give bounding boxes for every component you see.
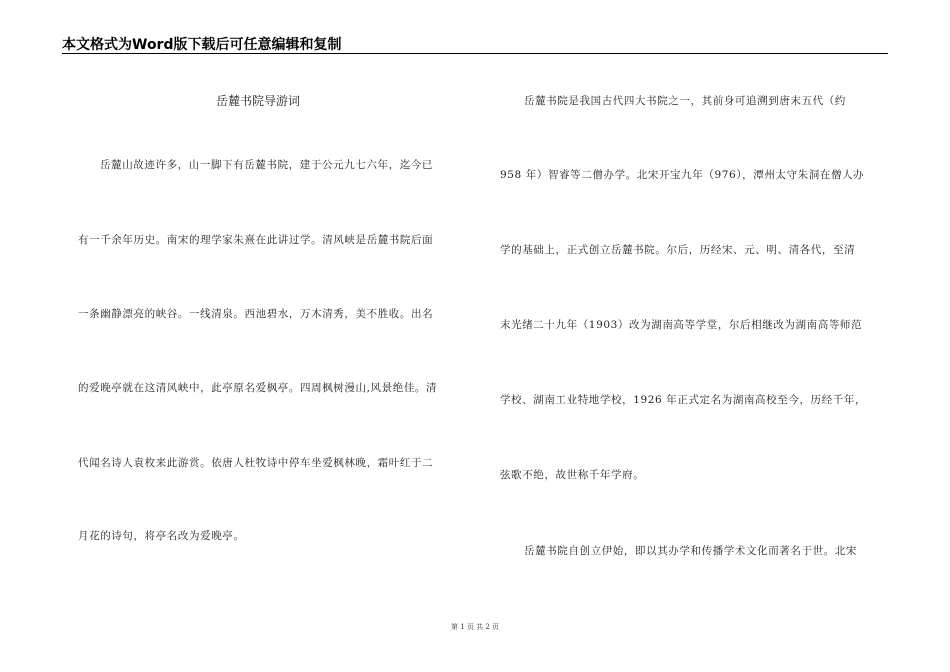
page-number: 第 1 页 共 2 页: [450, 623, 500, 631]
page-header: [62, 34, 888, 54]
paragraph-line: 岳麓书院自创立伊始，即以其办学和传播学术文化而著名于世。北宋: [524, 545, 857, 557]
paragraph-line: 岳麓山故迹许多，山一脚下有岳麓书院，建于公元九七六年，迄今已: [100, 159, 433, 171]
paragraph-line: 弦歌不绝，故世称千年学府。: [500, 469, 645, 481]
paragraph-line: 的爱晚亭就在这清风峡中，此亭原名爱枫亭。四周枫树漫山,风景绝佳。清: [78, 382, 438, 394]
document-title: 岳麓书院导游词: [216, 94, 301, 108]
header-title: 本文格式为Word版下载后可任意编辑和复制: [62, 37, 342, 53]
paragraph-line: 一条幽静漂亮的峡谷。一线清泉。西池碧水，万木清秀，美不胜收。出名: [78, 308, 434, 320]
paragraph-line: 有一千余年历史。南宋的理学家朱熹在此讲过学。清风峡是岳麓书院后面: [78, 234, 434, 246]
paragraph-line: 代闻名诗人袁枚来此游赏。依唐人杜牧诗中停车坐爱枫林晚，霜叶红于二: [78, 457, 434, 469]
paragraph-line: 月花的诗句，将亭名改为爱晚亭。: [78, 530, 245, 542]
paragraph-line: 学的基础上，正式创立岳麓书院。尔后，历经宋、元、明、清各代，至清: [500, 244, 856, 256]
paragraph-line: 学校、湖南工业特地学校，1926 年正式定名为湖南高校至今，历经千年，: [500, 394, 867, 406]
paragraph-line: 岳麓书院是我国古代四大书院之一，其前身可追溯到唐末五代（约: [524, 95, 846, 107]
header-divider: [62, 53, 888, 54]
paragraph-line: 958 年）智睿等二僧办学。北宋开宝九年（976），潭州太守朱洞在僧人办: [500, 169, 865, 181]
paragraph-line: 末光绪二十九年（1903）改为湖南高等学堂，尔后相继改为湖南高等师范: [500, 319, 863, 331]
